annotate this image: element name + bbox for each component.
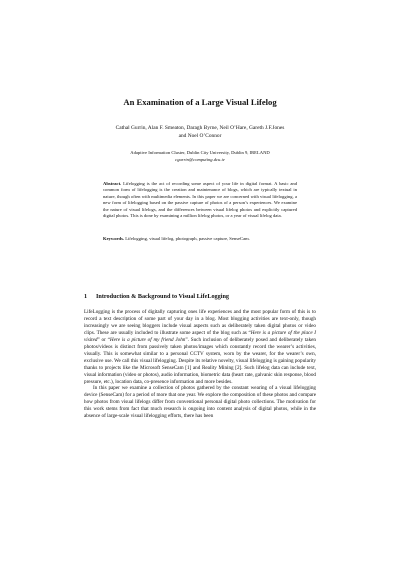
paragraph-1-part-a: LifeLogging is the process of digitally capturing ones life experiences and the most popular form of this is to record a text description of some part of your day in a blog. Most blogging activities are text-only, though increasingly we are seeing bloggers include visual aspects such as deliberately taken digital photos or video clips. These are usually included to illustrate some aspect of the blog such as “ bbox=[84, 309, 316, 336]
abstract-text: Lifelogging is the act of recording some aspect of your life in digital format. A basic and common form of lifelogging is the creation and maintenance of blogs, which are typically textual in nature, though often with multimedia elements. In this paper we are concerned with visual lifelogging, a new form of lifelogging based on the passive capture of photos of a person’s experiences. We examine the nature of visual lifelogs, and the differences between visual lifelog photos and explicitly captured digital photos. This is done by examining a million lifelog photos, or a year of visual lifelog data. bbox=[103, 181, 297, 219]
affiliation-text: Adaptive Information Cluster, Dublin City University, Dublin 9, IRELAND bbox=[130, 150, 270, 155]
paragraph-1-part-c: ”. Such inclusion of deliberately posed and deliberately taken photos/videos is distinct from passively taken photos/images which constantly record the wearer’s activities, visually. This is somewhat similar to a personal CCTV system, worn by the wearer, for the wearer’s own, exclusive use. We call this visual lifelogging. Despite its relative novelty, visual lifelogging is gaining popularity thanks to projects like the Microsoft SenseCam [1] and Reality Mining [2]. Such lifelog data can include text, visual information (video or photos), audio information, biometric data (heart rate, galvanic skin response, blood pressure, etc.), location data, co-presence information and more besides. bbox=[84, 336, 317, 385]
abstract-label: Abstract. bbox=[103, 181, 122, 186]
author-list: Cathal Gurrin, Alan F. Smeaton, Daragh Byrne, Neil O’Hare, Gareth J.F.Jones and Noel O’Connor bbox=[115, 125, 285, 139]
paragraph-1-part-b: ” or “ bbox=[97, 336, 110, 343]
abstract bbox=[103, 181, 297, 220]
paper-title: An Examination of a Large Visual Lifelog bbox=[123, 97, 277, 107]
keywords bbox=[103, 236, 297, 242]
affiliation-block bbox=[90, 150, 310, 163]
quote-place-visited: Here is a picture of the place I visited bbox=[84, 329, 316, 343]
body-paragraph-1 bbox=[84, 309, 316, 385]
body-paragraph-2: In this paper we examine a collection of photos gathered by the constant wearing of a visual lifelogging device (SenseCam) for a period of more that one year. We explore the composition of these photos and compare how photos from visual lifelogs differ from conventional personal digital photo collections. The motivation for this work stems from fact that much research is ongoing into content analysis of digital photos, while in the absence of large-scale visual lifelogging efforts, there has been bbox=[84, 385, 316, 420]
section-number: 1 bbox=[84, 293, 88, 300]
keywords-text: Lifelogging, visual lifelog, photograph, passive capture, SenseCam. bbox=[124, 236, 250, 241]
section-heading bbox=[84, 293, 229, 301]
quote-friend-john: Here is a picture of my friend John bbox=[109, 336, 186, 343]
contact-email: cgurrin@computing.dcu.ie bbox=[175, 156, 225, 162]
body-text bbox=[84, 309, 316, 420]
section-title: Introduction & Background to Visual LifeLogging bbox=[96, 293, 229, 300]
keywords-label: Keywords. bbox=[103, 236, 125, 241]
